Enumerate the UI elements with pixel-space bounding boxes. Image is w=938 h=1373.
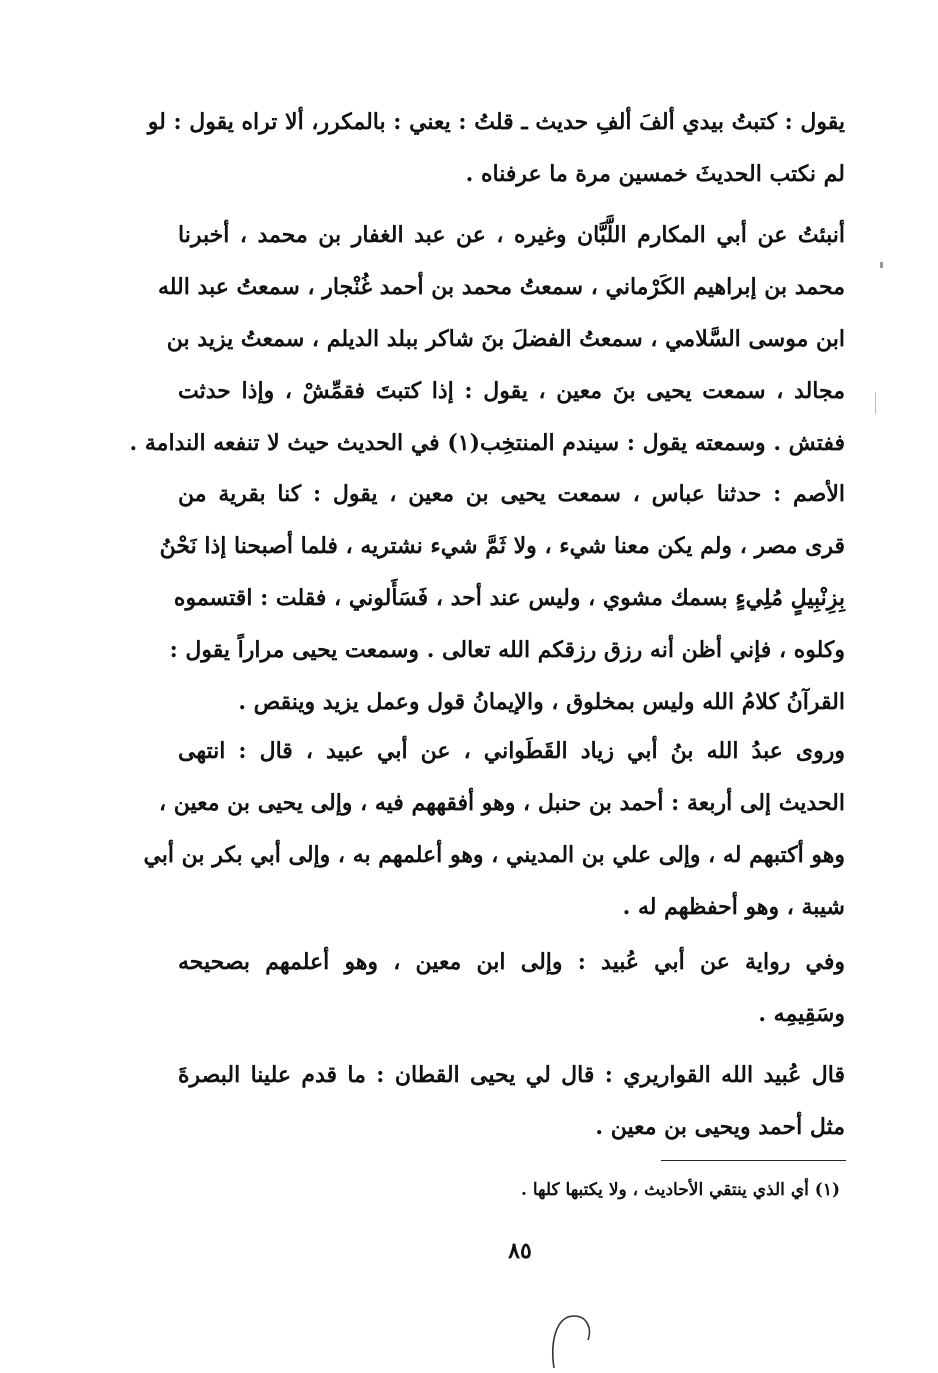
page-number: ٨٥: [508, 1238, 532, 1264]
text-line: أنبئتُ عن أبي المكارم اللَّبَّان وغيره ، عن عبد الغفار بن محمد ، أخبرنا: [178, 222, 845, 248]
footnote-divider: [661, 1160, 846, 1161]
text-line: وفي رواية عن أبي عُبيد : وإلى ابن معين ، وهو أعلمهم بصحيحه: [178, 949, 845, 975]
text-line: وهو أكتبهم له ، وإلى علي بن المديني ، وهو أعلمهم به ، وإلى أبي بكر بن أبي: [143, 842, 845, 868]
text-line: مثل أحمد ويحيى بن معين .: [595, 1114, 845, 1140]
paragraph: [178, 1049, 845, 1153]
text-line: القرآنُ كلامُ الله وليس بمخلوق ، والإيمانُ قول وعمل يزيد وينقص .: [238, 689, 845, 715]
text-line: وروى عبدُ الله بنُ أبي زياد القَطَواني ، عن أبي عبيد ، قال : انتهى: [178, 738, 845, 764]
text-line: ففتش . وسمعته يقول : سيندم المنتخِب(١) في الحديث حيث لا تنفعه الندامة .: [129, 430, 845, 456]
paragraph: [129, 209, 845, 469]
margin-mark: [875, 392, 876, 414]
text-line: يقول : كتبتُ بيدي ألفَ ألفِ حديث ـ قلتُ : يعني : بالمكرر، ألا تراه يقول : لو: [147, 109, 845, 135]
paragraph: [147, 96, 845, 200]
text-line: الأصم : حدثنا عباس ، سمعت يحيى بن معين ، يقول : كنا بقرية من: [178, 481, 845, 507]
margin-mark: [880, 262, 883, 268]
paragraph: [159, 468, 845, 728]
text-line: بِزِنْبِيلٍ مُلِيءٍ بسمك مشوي ، وليس عند أحد ، فَسَأَلوني ، فقلت : اقتسموه: [173, 585, 845, 611]
text-line: الحديث إلى أربعة : أحمد بن حنبل ، وهو أفقههم فيه ، وإلى يحيى بن معين ،: [158, 790, 845, 816]
text-line: قال عُبيد الله القواريري : قال لي يحيى القطان : ما قدم علينا البصرةَ: [178, 1062, 845, 1088]
text-line: وكلوه ، فإني أظن أنه رزق رزقكم الله تعالى . وسمعت يحيى مراراً يقول :: [169, 637, 845, 663]
text-line: شيبة ، وهو أحفظهم له .: [622, 894, 845, 920]
paragraph: [178, 936, 845, 1040]
text-line: لم نكتب الحديثَ خمسين مرة ما عرفناه .: [465, 161, 845, 187]
footnote: (١) أي الذي ينتقي الأحاديث ، ولا يكتبها كلها .: [521, 1180, 840, 1200]
paragraph: [143, 725, 845, 933]
text-line: محمد بن إبراهيم الكَرْماني ، سمعتُ محمد بن أحمد غُنْجار ، سمعتُ عبد الله: [157, 274, 845, 300]
text-line: وسَقِيمِه .: [758, 1001, 845, 1027]
text-line: قرى مصر ، ولم يكن معنا شيء ، ولا ثَمَّ شيء نشتريه ، فلما أصبحنا إذا نَحْنُ: [159, 533, 845, 559]
text-line: ابن موسى السَّلامي ، سمعتُ الفضلَ بنَ شاكر ببلد الديلم ، سمعتُ يزيد بن: [166, 326, 845, 352]
text-line: مجالد ، سمعت يحيى بنَ معين ، يقول : إذا كتبتَ فقمِّشْ ، وإذا حدثت: [178, 378, 845, 404]
scan-artifact-mark: [548, 1312, 594, 1370]
